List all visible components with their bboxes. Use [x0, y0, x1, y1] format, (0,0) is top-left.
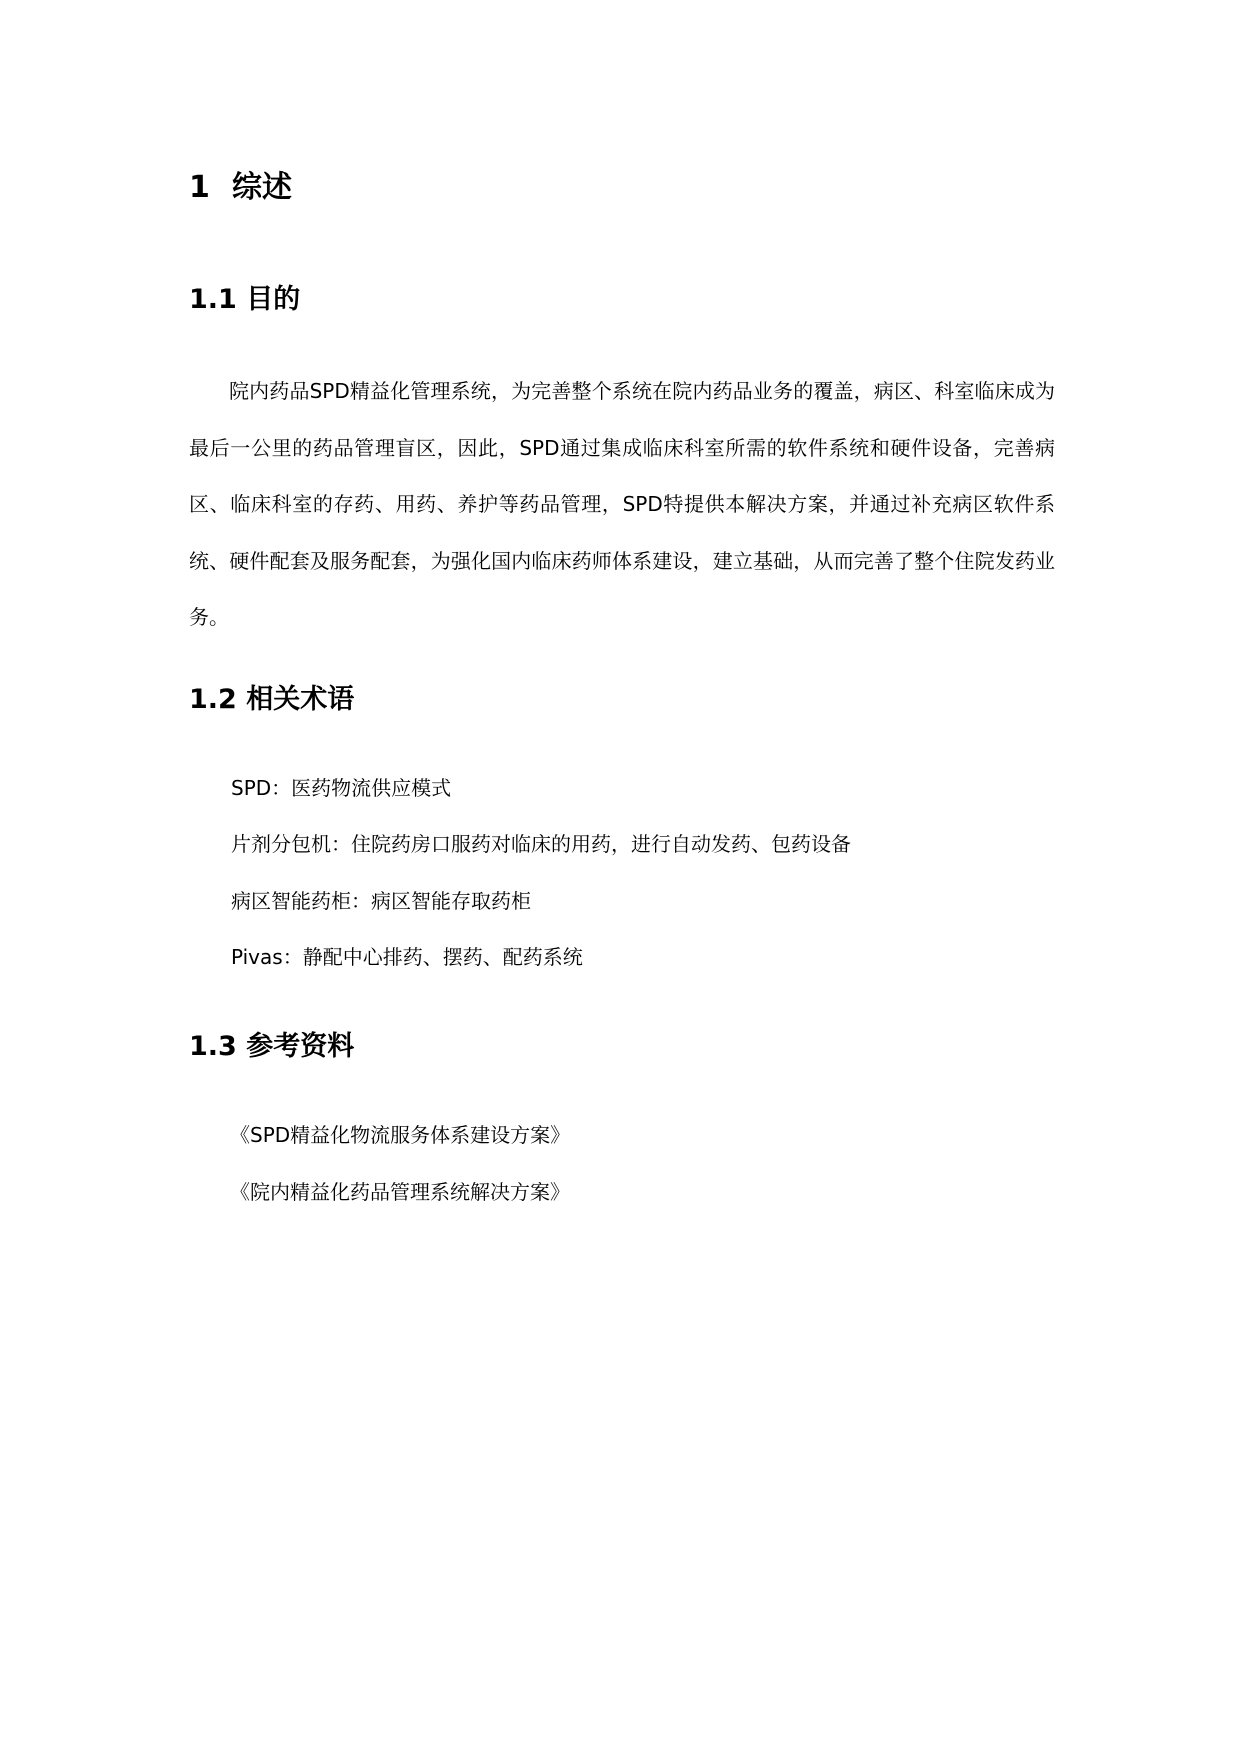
term-item: SPD：医药物流供应模式	[231, 776, 452, 800]
section-title: 综述	[232, 170, 292, 205]
references-heading: 1.3 参考资料	[189, 1031, 355, 1062]
term-item: Pivas：静配中心排药、摆药、配药系统	[231, 945, 583, 969]
purpose-paragraph: 院内药品SPD精益化管理系统，为完善整个系统在院内药品业务的覆盖，病区、科室临床成为最后一公里的药品管理盲区，因此，SPD通过集成临床科室所需的软件系统和硬件设备，完善病区、临床科室的存药、用药、养护等药品管理，SPD特提供本解决方案，并通过补充病区软件系统、硬件配套及服务配套，为强化国内临床药师体系建设，建立基础，从而完善了整个住院发药业务。	[189, 379, 1055, 629]
term-item: 病区智能药柜：病区智能存取药柜	[231, 889, 531, 913]
reference-item: 《SPD精益化物流服务体系建设方案》	[230, 1123, 571, 1147]
reference-item: 《院内精益化药品管理系统解决方案》	[230, 1180, 570, 1204]
section-number: 1	[189, 170, 210, 205]
purpose-heading: 1.1 目的	[189, 284, 301, 315]
section-heading	[189, 168, 292, 208]
terms-heading: 1.2 相关术语	[189, 684, 355, 715]
term-item: 片剂分包机：住院药房口服药对临床的用药，进行自动发药、包药设备	[231, 832, 851, 856]
